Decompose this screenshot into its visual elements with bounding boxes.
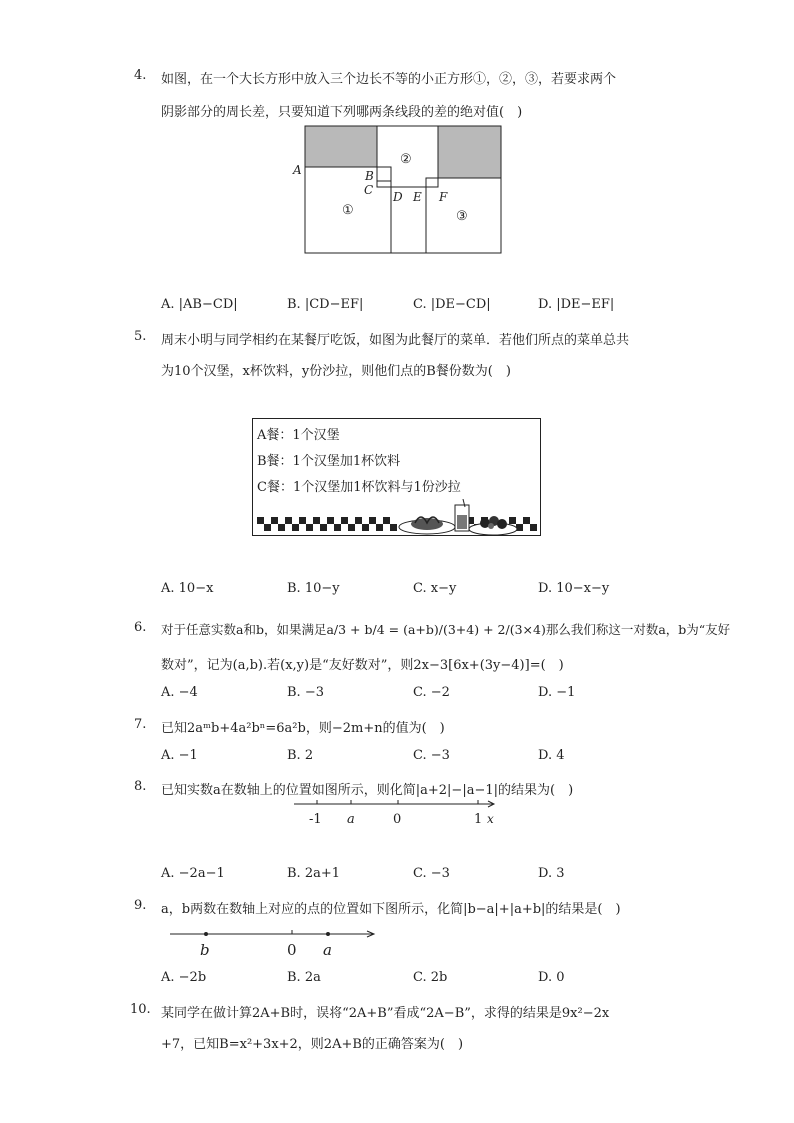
option-d[interactable]: D. 10−x−y xyxy=(538,581,610,596)
food-plates-icon xyxy=(397,499,519,536)
option-a[interactable]: A. −1 xyxy=(161,748,198,763)
option-d[interactable]: D. 3 xyxy=(538,866,565,881)
tick-label-minus-1: -1 xyxy=(309,812,322,827)
option-b[interactable]: B. |CD−EF| xyxy=(287,297,364,312)
label-F: F xyxy=(439,190,448,204)
option-b[interactable]: B. −3 xyxy=(287,685,324,700)
question-number: 7. xyxy=(134,717,147,732)
option-a[interactable]: A. 10−x xyxy=(161,581,214,596)
question-text: 已知实数a在数轴上的位置如图所示，则化简|a+2|−|a−1|的结果为( ) xyxy=(161,783,574,798)
option-c[interactable]: C. −3 xyxy=(413,866,450,881)
label-B: B xyxy=(365,169,374,183)
option-b[interactable]: B. 2a+1 xyxy=(287,866,341,881)
question-text: +7，已知B=x²+3x+2，则2A+B的正确答案为( ) xyxy=(161,1037,464,1052)
shaded-region-right xyxy=(438,126,501,178)
question-text: 数对”，记为(a,b).若(x,y)是“友好数对”，则2x−3[6x+(3y−4)]=( ) xyxy=(161,658,564,673)
option-b[interactable]: B. 10−y xyxy=(287,581,340,596)
question-text: 为10个汉堡，x杯饮料，y份沙拉，则他们点的B餐份数为( ) xyxy=(161,364,511,379)
shaded-region-left xyxy=(305,126,377,167)
menu-item-c: C餐：1个汉堡加1杯饮料与1份沙拉 xyxy=(257,480,461,495)
point-a xyxy=(326,932,330,936)
option-c[interactable]: C. −2 xyxy=(413,685,450,700)
question-number: 4. xyxy=(134,68,147,83)
option-a[interactable]: A. |AB−CD| xyxy=(161,297,238,312)
question-text: 已知2aᵐb+4a²bⁿ=6a²b，则−2m+n的值为( ) xyxy=(161,721,445,736)
number-line-ab xyxy=(168,925,378,961)
axis-label-x: x xyxy=(487,812,494,826)
option-c[interactable]: C. −3 xyxy=(413,748,450,763)
option-c[interactable]: C. |DE−CD| xyxy=(413,297,491,312)
question-text: 周末小明与同学相约在某餐厅吃饭，如图为此餐厅的菜单．若他们所点的菜单总共 xyxy=(161,333,630,348)
question-text: 如图，在一个大长方形中放入三个边长不等的小正方形①，②，③，若要求两个 xyxy=(161,72,617,87)
question-number: 10. xyxy=(130,1002,151,1017)
option-a[interactable]: A. −4 xyxy=(161,685,198,700)
question-number: 5. xyxy=(134,329,147,344)
option-a[interactable]: A. −2a−1 xyxy=(161,866,225,881)
menu-box xyxy=(252,418,541,536)
option-d[interactable]: D. |DE−EF| xyxy=(538,297,615,312)
question-text: a，b两数在数轴上对应的点的位置如下图所示，化简|b−a|+|a+b|的结果是( ) xyxy=(161,902,621,917)
option-b[interactable]: B. 2 xyxy=(287,748,314,763)
tick-label-1: 1 xyxy=(474,812,483,827)
tick-label-a: a xyxy=(347,812,355,827)
label-E: E xyxy=(413,190,422,204)
question-text: 某同学在做计算2A+B时，误将“2A+B”看成“2A−B”，求得的结果是9x²−2x xyxy=(161,1006,610,1021)
menu-item-a: A餐：1个汉堡 xyxy=(257,428,340,443)
option-c[interactable]: C. x−y xyxy=(413,581,457,596)
point-label-a: a xyxy=(323,941,332,959)
label-circle-3: ③ xyxy=(456,209,468,224)
label-circle-2: ② xyxy=(400,152,412,167)
question-number: 8. xyxy=(134,779,147,794)
number-line-a xyxy=(292,796,502,830)
label-C: C xyxy=(364,183,374,197)
option-d[interactable]: D. 0 xyxy=(538,970,565,985)
question-text: 阴影部分的周长差，只要知道下列哪两条线段的差的绝对值( ) xyxy=(161,105,523,120)
question-text: 对于任意实数a和b，如果满足a/3 + b/4 = (a+b)/(3+4) + 2/(3×4)那么我们称这一对数a，b为“友好 xyxy=(161,622,731,637)
option-d[interactable]: D. 4 xyxy=(538,748,565,763)
option-b[interactable]: B. 2a xyxy=(287,970,321,985)
label-D: D xyxy=(393,190,403,204)
point-label-0: 0 xyxy=(287,941,297,959)
point-b xyxy=(204,932,208,936)
question-number: 9. xyxy=(134,898,147,913)
menu-item-b: B餐：1个汉堡加1杯饮料 xyxy=(257,454,401,469)
option-d[interactable]: D. −1 xyxy=(538,685,576,700)
tick-label-0: 0 xyxy=(393,812,402,827)
label-circle-1: ① xyxy=(342,203,354,218)
rectangle-squares-figure xyxy=(290,122,505,257)
option-c[interactable]: C. 2b xyxy=(413,970,448,985)
label-A: A xyxy=(293,163,302,177)
point-label-b: b xyxy=(200,941,210,959)
option-a[interactable]: A. −2b xyxy=(161,970,207,985)
question-number: 6. xyxy=(134,620,147,635)
